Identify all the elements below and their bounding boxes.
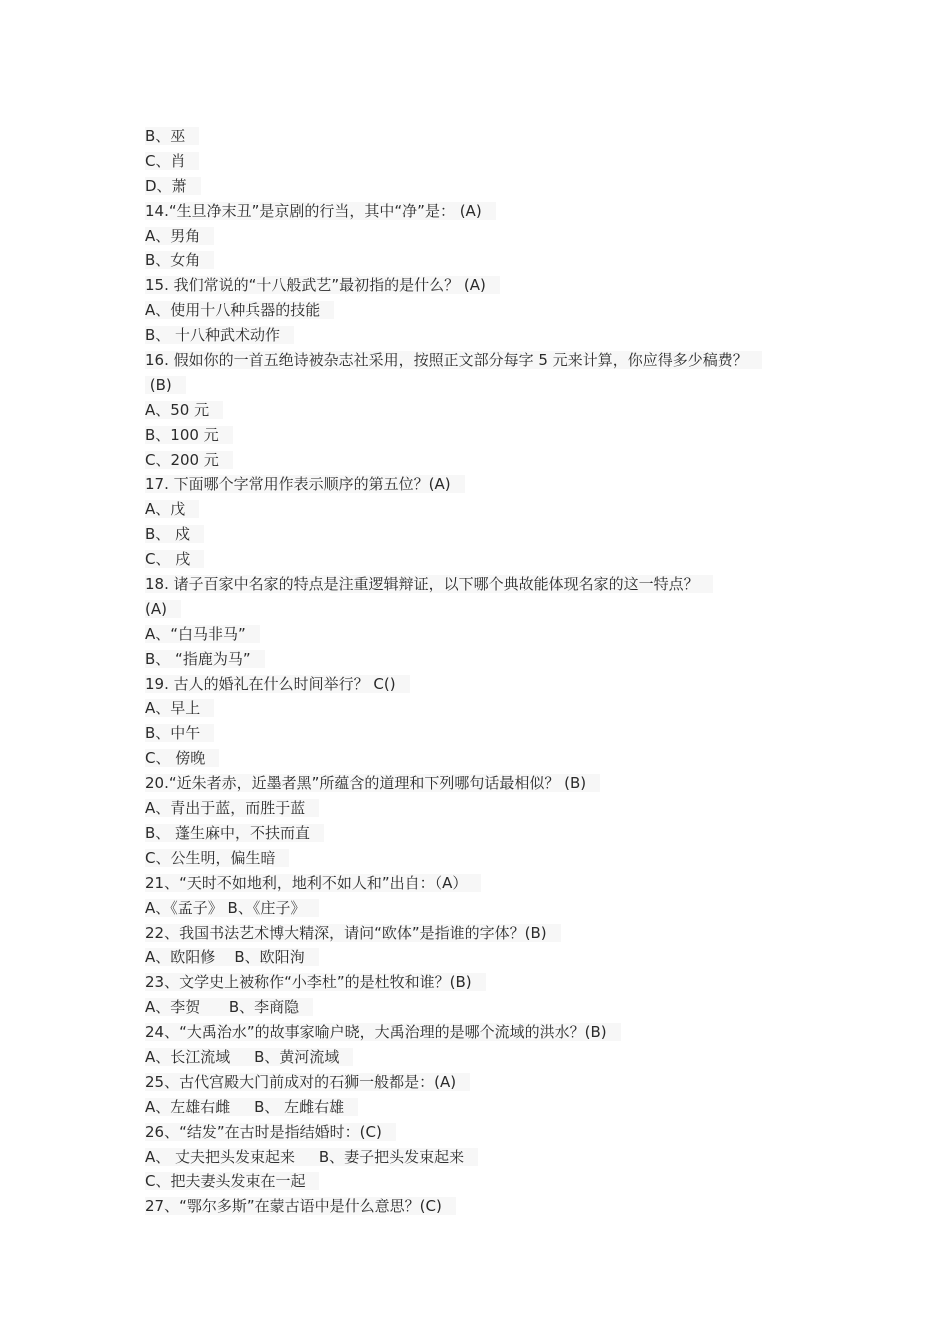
document-page (145, 124, 825, 1219)
text-line-content: (B) (145, 376, 186, 394)
text-line-content: A、男角 (145, 227, 214, 245)
text-line-content: A、“白马非马” (145, 625, 260, 643)
text-line (145, 995, 825, 1020)
text-line-content: A、 丈夫把头发束起来 B、妻子把头发束起来 (145, 1148, 478, 1166)
text-line-content: A、戊 (145, 500, 199, 518)
text-line-content: C、公生明，偏生暗 (145, 849, 289, 867)
text-line (145, 1070, 825, 1095)
text-line-content: A、左雄右雌 B、 左雌右雄 (145, 1098, 358, 1116)
text-line-content: 15. 我们常说的“十八般武艺”最初指的是什么？ (A) (145, 276, 500, 294)
text-line (145, 448, 825, 473)
text-line-content: 17. 下面哪个字常用作表示顺序的第五位？(A) (145, 475, 465, 493)
text-line-content: 21、“天时不如地利，地利不如人和”出自：（A） (145, 874, 481, 892)
text-line (145, 1194, 825, 1219)
text-line-content: 19. 古人的婚礼在什么时间举行？ C() (145, 675, 410, 693)
text-line (145, 622, 825, 647)
text-line-content: 27、“鄂尔多斯”在蒙古语中是什么意思？(C) (145, 1197, 456, 1215)
text-line-content: 14.“生旦净末丑”是京剧的行当，其中“净”是： (A) (145, 202, 496, 220)
text-line-content: A、早上 (145, 699, 214, 717)
text-line (145, 547, 825, 572)
text-line (145, 821, 825, 846)
text-line (145, 373, 825, 398)
text-line (145, 796, 825, 821)
text-line (145, 1020, 825, 1045)
text-line (145, 896, 825, 921)
text-line (145, 721, 825, 746)
text-line-content: A、欧阳修 B、欧阳洵 (145, 948, 319, 966)
text-line (145, 199, 825, 224)
text-line-content: A、青出于蓝，而胜于蓝 (145, 799, 319, 817)
text-line (145, 149, 825, 174)
text-line (145, 124, 825, 149)
text-line-content: C、 傍晚 (145, 749, 219, 767)
text-line (145, 398, 825, 423)
text-line-content: (A) (145, 600, 181, 618)
text-line-content: 24、“大禹治水”的故事家喻户晓，大禹治理的是哪个流域的洪水？(B) (145, 1023, 621, 1041)
text-line (145, 298, 825, 323)
text-line-content: D、萧 (145, 177, 201, 195)
text-line (145, 871, 825, 896)
text-line (145, 696, 825, 721)
text-line-content: A、长江流域 B、黄河流域 (145, 1048, 353, 1066)
text-line (145, 647, 825, 672)
text-line-content: B、 十八种武术动作 (145, 326, 294, 344)
text-line (145, 323, 825, 348)
text-line (145, 497, 825, 522)
text-line (145, 746, 825, 771)
text-line-content: 26、“结发”在古时是指结婚时：(C) (145, 1123, 396, 1141)
text-line (145, 348, 825, 373)
text-line-content: C、把夫妻头发束在一起 (145, 1172, 319, 1190)
text-line (145, 1120, 825, 1145)
text-line-content: B、 “指鹿为马” (145, 650, 265, 668)
text-line-content: B、 戍 (145, 525, 204, 543)
text-line (145, 846, 825, 871)
text-line-content: 23、文学史上被称作“小李杜”的是杜牧和谁？(B) (145, 973, 486, 991)
text-line (145, 970, 825, 995)
text-line-content: A、《孟子》 B、《庄子》 (145, 899, 319, 917)
text-line-content: C、200 元 (145, 451, 233, 469)
text-line-content: A、50 元 (145, 401, 223, 419)
text-line (145, 597, 825, 622)
text-line (145, 572, 825, 597)
text-line (145, 945, 825, 970)
text-line-content: C、肖 (145, 152, 199, 170)
text-line (145, 1145, 825, 1170)
text-line-content: B、中午 (145, 724, 214, 742)
text-line-content: 25、古代宫殿大门前成对的石狮一般都是：(A) (145, 1073, 470, 1091)
text-line (145, 174, 825, 199)
text-line (145, 1095, 825, 1120)
text-line-content: B、 蓬生麻中，不扶而直 (145, 824, 324, 842)
text-line (145, 522, 825, 547)
text-line-content: A、李贺 B、李商隐 (145, 998, 313, 1016)
text-line-content: 18. 诸子百家中名家的特点是注重逻辑辩证，以下哪个典故能体现名家的这一特点？ (145, 575, 713, 593)
text-line (145, 771, 825, 796)
text-line-content: C、 戌 (145, 550, 204, 568)
text-line (145, 273, 825, 298)
text-line-content: 16. 假如你的一首五绝诗被杂志社采用，按照正文部分每字 5 元来计算，你应得多少稿费？ (145, 351, 762, 369)
text-line (145, 921, 825, 946)
text-line (145, 1169, 825, 1194)
text-line-content: B、巫 (145, 127, 199, 145)
text-line (145, 423, 825, 448)
text-line-content: B、女角 (145, 251, 214, 269)
text-line-content: A、使用十八种兵器的技能 (145, 301, 334, 319)
text-line-content: 22、我国书法艺术博大精深，请问“欧体”是指谁的字体？(B) (145, 924, 561, 942)
text-line (145, 248, 825, 273)
text-line-content: B、100 元 (145, 426, 233, 444)
text-line-content: 20.“近朱者赤，近墨者黑”所蕴含的道理和下列哪句话最相似？ (B) (145, 774, 600, 792)
text-line (145, 672, 825, 697)
text-line (145, 472, 825, 497)
text-line (145, 1045, 825, 1070)
text-line (145, 224, 825, 249)
